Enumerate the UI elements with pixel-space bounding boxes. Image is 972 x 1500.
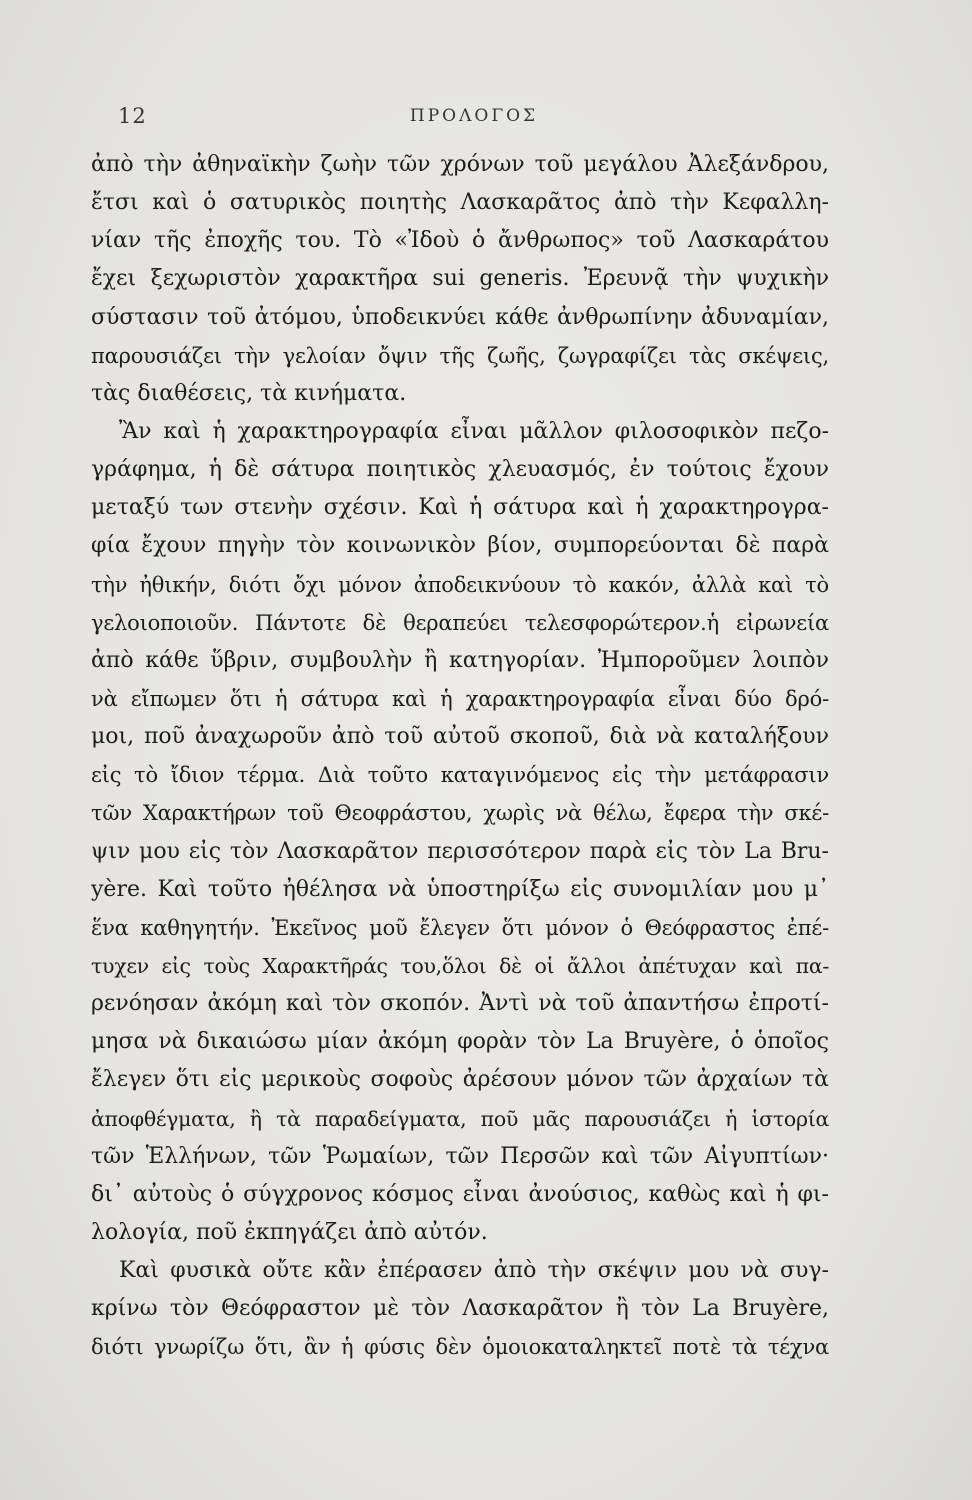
text-line: λολογία, ποῦ ἐκπηγάζει ἀπὸ αὐτόν.	[91, 1219, 488, 1245]
text-line: yère. Καὶ τοῦτο ἠθέλησα νὰ ὑποστηρίξω εἰς συνομιλίαν μου μ᾽	[91, 876, 829, 902]
text-line: διότι γνωρίζω ὅτι, ἂν ἡ φύσις δὲν ὁμοιοκαταληκτεῖ ποτὲ τὰ τέχνα	[91, 1335, 829, 1360]
running-title: ΠΡΟΛΟΓΟΣ	[409, 106, 539, 126]
text-line: εἰς τὸ ἴδιον τέρμα. Διὰ τοῦτο καταγινόμενος εἰς τὴν μετάφρασιν	[91, 763, 829, 788]
text-line: ἕνα καθηγητήν. Ἐκεῖνος μοῦ ἔλεγεν ὅτι μόνον ὁ Θεόφραστος ἐπέ-	[91, 915, 829, 940]
text-line: ἀποφθέγματα, ἢ τὰ παραδείγματα, ποῦ μᾶς παρουσιάζει ἡ ἱστορία	[91, 1106, 829, 1131]
page-number: 12	[118, 104, 147, 128]
text-line: ἔχει ξεχωριστὸν χαρακτῆρα sui generis. Ἐρευνᾷ τὴν ψυχικὴν	[91, 266, 829, 292]
text-line: κρίνω τὸν Θεόφραστον μὲ τὸν Λασκαρᾶτον ἢ τὸν La Bruyère,	[91, 1296, 829, 1322]
text-line: τὰς διαθέσεις, τὰ κινήματα.	[91, 380, 407, 406]
text-line: τὴν ἠθικήν, διότι ὄχι μόνον ἀποδεικνύουν τὸ κακόν, ἀλλὰ καὶ τὸ	[91, 572, 829, 597]
text-line: μησα νὰ δικαιώσω μίαν ἀκόμη φορὰν τὸν La Bruyère, ὁ ὁποῖος	[91, 1029, 829, 1055]
text-line: μοι, ποῦ ἀναχωροῦν ἀπὸ τοῦ αὐτοῦ σκοποῦ, διὰ νὰ καταλήξουν	[91, 724, 829, 750]
text-line: ἔλεγεν ὅτι εἰς μερικοὺς σοφοὺς ἀρέσουν μόνον τῶν ἀρχαίων τὰ	[91, 1067, 829, 1093]
text-line: γελοιοποιοῦν. Πάντοτε δὲ θεραπεύει τελεσφορώτερον.ἡ εἰρωνεία	[91, 610, 829, 635]
text-line: νὰ εἴπωμεν ὅτι ἡ σάτυρα καὶ ἡ χαρακτηρογραφία εἶναι δύο δρό-	[91, 686, 829, 711]
text-line: τῶν Ἑλλήνων, τῶν Ῥωμαίων, τῶν Περσῶν καὶ τῶν Αἰγυπτίων·	[91, 1143, 829, 1169]
text-line: φία ἔχουν πηγὴν τὸν κοινωνικὸν βίον, συμπορεύονται δὲ παρὰ	[91, 533, 829, 559]
text-line: ἔτσι καὶ ὁ σατυρικὸς ποιητὴς Λασκαρᾶτος ἀπὸ τὴν Κεφαλλη-	[91, 190, 829, 216]
text-line: παρουσιάζει τὴν γελοίαν ὄψιν τῆς ζωῆς, ζωγραφίζει τὰς σκέψεις,	[91, 343, 829, 368]
text-line: δι᾽ αὐτοὺς ὁ σύγχρονος κόσμος εἶναι ἀνούσιος, καθὼς καὶ ἡ φι-	[91, 1181, 829, 1207]
text-line: ἀπὸ τὴν ἀθηναϊκὴν ζωὴν τῶν χρόνων τοῦ μεγάλου Ἀλεξάνδρου,	[91, 152, 829, 177]
text-line: τυχεν εἰς τοὺς Χαρακτῆράς του,ὅλοι δὲ οἱ ἄλλοι ἀπέτυχαν καὶ πα-	[91, 953, 829, 978]
text-line: μεταξύ των στενὴν σχέσιν. Καὶ ἡ σάτυρα καὶ ἡ χαρακτηρογρα-	[91, 495, 829, 521]
body-text	[91, 146, 829, 1367]
text-line: σύστασιν τοῦ ἀτόμου, ὑποδεικνύει κάθε ἀνθρωπίνην ἀδυναμίαν,	[91, 304, 829, 330]
page-header	[118, 104, 830, 138]
text-line: ρενόησαν ἀκόμη καὶ τὸν σκοπόν. Ἀντὶ νὰ τοῦ ἀπαντήσω ἐπροτί-	[91, 991, 829, 1017]
text-line: τῶν Χαρακτήρων τοῦ Θεοφράστου, χωρὶς νὰ θέλω, ἔφερα τὴν σκέ-	[91, 801, 829, 826]
text-line: ἀπὸ κάθε ὕβριν, συμβουλὴν ἢ κατηγορίαν. Ἠμποροῦμεν λοιπὸν	[91, 647, 829, 673]
text-line: Ἂν καὶ ἡ χαρακτηρογραφία εἶναι μᾶλλον φιλοσοφικὸν πεζο-	[119, 418, 829, 444]
text-line: Καὶ φυσικὰ οὔτε κἂν ἐπέρασεν ἀπὸ τὴν σκέψιν μου νὰ συγ-	[119, 1258, 829, 1284]
text-line: ψιν μου εἰς τὸν Λασκαρᾶτον περισσότερον παρὰ εἰς τὸν La Bru-	[91, 838, 829, 864]
text-line: νίαν τῆς ἐποχῆς του. Τὸ «Ἰδοὺ ὁ ἄνθρωπος» τοῦ Λασκαράτου	[91, 228, 829, 254]
text-line: γράφημα, ἡ δὲ σάτυρα ποιητικὸς χλευασμός, ἐν τούτοις ἔχουν	[91, 457, 829, 483]
